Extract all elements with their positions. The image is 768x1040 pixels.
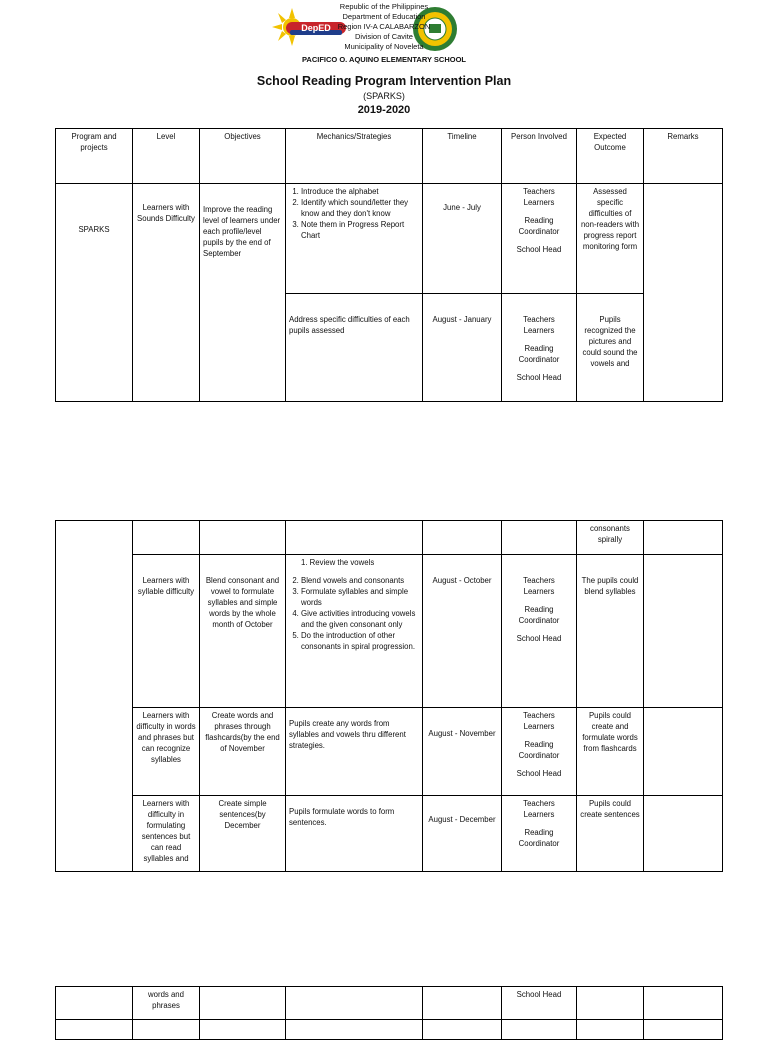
- table-row: [56, 708, 723, 796]
- program-cell: SPARKS: [56, 184, 133, 402]
- timeline-cell: June - July: [423, 184, 502, 294]
- outcome-cell: Pupils could create and formulate words from flashcards: [577, 708, 644, 796]
- header-line: Division of Cavite: [355, 32, 413, 41]
- header-line: Municipality of Noveleta: [344, 42, 424, 51]
- intervention-table-1: [55, 128, 723, 402]
- level-cell: Learners with difficulty in formulating sentences but can read syllables and: [133, 796, 200, 872]
- strategy-cell: [286, 555, 423, 708]
- person: Teachers: [523, 576, 555, 585]
- outcome-cell: Pupils could create sentences: [577, 796, 644, 872]
- table-row: [56, 1020, 723, 1040]
- person: School Head: [516, 373, 562, 382]
- letterhead: [300, 2, 468, 52]
- person: School Head: [516, 769, 562, 778]
- table-row: [56, 555, 723, 708]
- column-header: Timeline: [423, 129, 502, 184]
- timeline-cell: August - October: [423, 555, 502, 708]
- strategy-item: 2. Blend vowels and consonants: [301, 575, 419, 586]
- level-cell: [133, 1020, 200, 1040]
- column-header: Mechanics/Strategies: [286, 129, 423, 184]
- remarks-cell: [644, 987, 723, 1020]
- outcome-cell: consonants spirally: [577, 521, 644, 555]
- timeline-cell: [423, 521, 502, 555]
- timeline-cell: August - January: [423, 294, 502, 402]
- persons-cell: [502, 184, 577, 294]
- objective-cell: Blend consonant and vowel to formulate syllables and simple words by the whole month of October: [200, 555, 286, 708]
- outcome-cell: Assessed specific difficulties of non-readers with progress report monitoring form: [577, 184, 644, 294]
- column-header: Program and projects: [56, 129, 133, 184]
- level-cell: Learners with Sounds Difficulty: [133, 184, 200, 402]
- outcome-cell: [577, 1020, 644, 1040]
- strategy-item: 1. Introduce the alphabet: [301, 186, 419, 197]
- strategy-cell: [286, 987, 423, 1020]
- person: Teachers: [523, 187, 555, 196]
- remarks-cell: [644, 708, 723, 796]
- strategy-intro: 1. Review the vowels: [301, 558, 375, 567]
- column-header: Remarks: [644, 129, 723, 184]
- persons-cell: [502, 1020, 577, 1040]
- program-cell: [56, 521, 133, 872]
- person: Reading Coordinator: [518, 216, 560, 236]
- column-header: Objectives: [200, 129, 286, 184]
- remarks-cell: [644, 796, 723, 872]
- strategy-cell: [286, 1020, 423, 1040]
- outcome-cell: The pupils could blend syllables: [577, 555, 644, 708]
- objective-cell: Improve the reading level of learners under each profile/level pupils by the end of September: [200, 184, 286, 402]
- person: Learners: [523, 810, 555, 819]
- strategy-item: 4. Give activities introducing vowels and the given consonant only: [301, 608, 419, 630]
- strategy-cell: Pupils formulate words to form sentences.: [286, 796, 423, 872]
- objective-cell: [200, 1020, 286, 1040]
- header-line: Region IV-A CALABARZON: [337, 22, 431, 31]
- person: Reading Coordinator: [518, 344, 560, 364]
- person: Learners: [523, 722, 555, 731]
- page-title: School Reading Program Intervention Plan: [256, 74, 512, 88]
- column-header: Expected Outcome: [577, 129, 644, 184]
- svg-text:DepED: DepED: [301, 23, 331, 33]
- person: Learners: [523, 326, 555, 335]
- program-cell: [56, 1020, 133, 1040]
- intervention-table-2: [55, 520, 723, 872]
- remarks-cell: [644, 184, 723, 402]
- column-header: Level: [133, 129, 200, 184]
- level-cell: Learners with syllable difficulty: [133, 555, 200, 708]
- person: Learners: [523, 198, 555, 207]
- strategy-cell: [286, 184, 423, 294]
- school-name: PACIFICO O. AQUINO ELEMENTARY SCHOOL: [301, 55, 467, 64]
- timeline-cell: [423, 1020, 502, 1040]
- strategy-item: 5. Do the introduction of other consonants in spiral progression.: [301, 630, 419, 652]
- persons-cell: [502, 294, 577, 402]
- school-year: 2019-2020: [357, 104, 411, 116]
- persons-cell: [502, 555, 577, 708]
- person: Reading Coordinator: [518, 740, 560, 760]
- remarks-cell: [644, 521, 723, 555]
- objective-cell: [200, 521, 286, 555]
- person: School Head: [516, 634, 562, 643]
- strategy-cell: [286, 521, 423, 555]
- person: Reading Coordinator: [518, 605, 560, 625]
- timeline-cell: August - November: [423, 708, 502, 796]
- outcome-cell: [577, 987, 644, 1020]
- table-row: [56, 987, 723, 1020]
- objective-cell: Create words and phrases through flashcards(by the end of November: [200, 708, 286, 796]
- persons-cell: [502, 708, 577, 796]
- table-row: [56, 521, 723, 555]
- timeline-cell: [423, 987, 502, 1020]
- person: Teachers: [523, 315, 555, 324]
- level-cell: Learners with difficulty in words and phrases but can recognize syllables: [133, 708, 200, 796]
- level-cell: words and phrases: [133, 987, 200, 1020]
- page-subtitle: (SPARKS): [363, 91, 405, 101]
- objective-cell: [200, 987, 286, 1020]
- table-row: [56, 796, 723, 872]
- table-header-row: [56, 129, 723, 184]
- remarks-cell: [644, 1020, 723, 1040]
- objective-cell: Create simple sentences(by December: [200, 796, 286, 872]
- remarks-cell: [644, 555, 723, 708]
- header-line: Republic of the Philippines: [339, 2, 429, 11]
- strategy-cell: Address specific difficulties of each pupils assessed: [286, 294, 423, 402]
- persons-cell: School Head: [502, 987, 577, 1020]
- persons-cell: [502, 521, 577, 555]
- header-line: Department of Education: [342, 12, 426, 21]
- program-cell: [56, 987, 133, 1020]
- table-row: [56, 184, 723, 294]
- column-header: Person Involved: [502, 129, 577, 184]
- person: Learners: [523, 587, 555, 596]
- persons-cell: [502, 796, 577, 872]
- person: Teachers: [523, 711, 555, 720]
- level-cell: [133, 521, 200, 555]
- person: Reading Coordinator: [518, 828, 560, 848]
- outcome-cell: Pupils recognized the pictures and could sound the vowels and: [577, 294, 644, 402]
- intervention-table-3: [55, 986, 723, 1040]
- timeline-cell: August - December: [423, 796, 502, 872]
- person: Teachers: [523, 799, 555, 808]
- strategy-item: 2. Identify which sound/letter they know and they don't know: [301, 197, 419, 219]
- strategy-cell: Pupils create any words from syllables and vowels thru different strategies.: [286, 708, 423, 796]
- person: School Head: [516, 245, 562, 254]
- strategy-item: 3. Note them in Progress Report Chart: [301, 219, 419, 241]
- strategy-item: 3. Formulate syllables and simple words: [301, 586, 419, 608]
